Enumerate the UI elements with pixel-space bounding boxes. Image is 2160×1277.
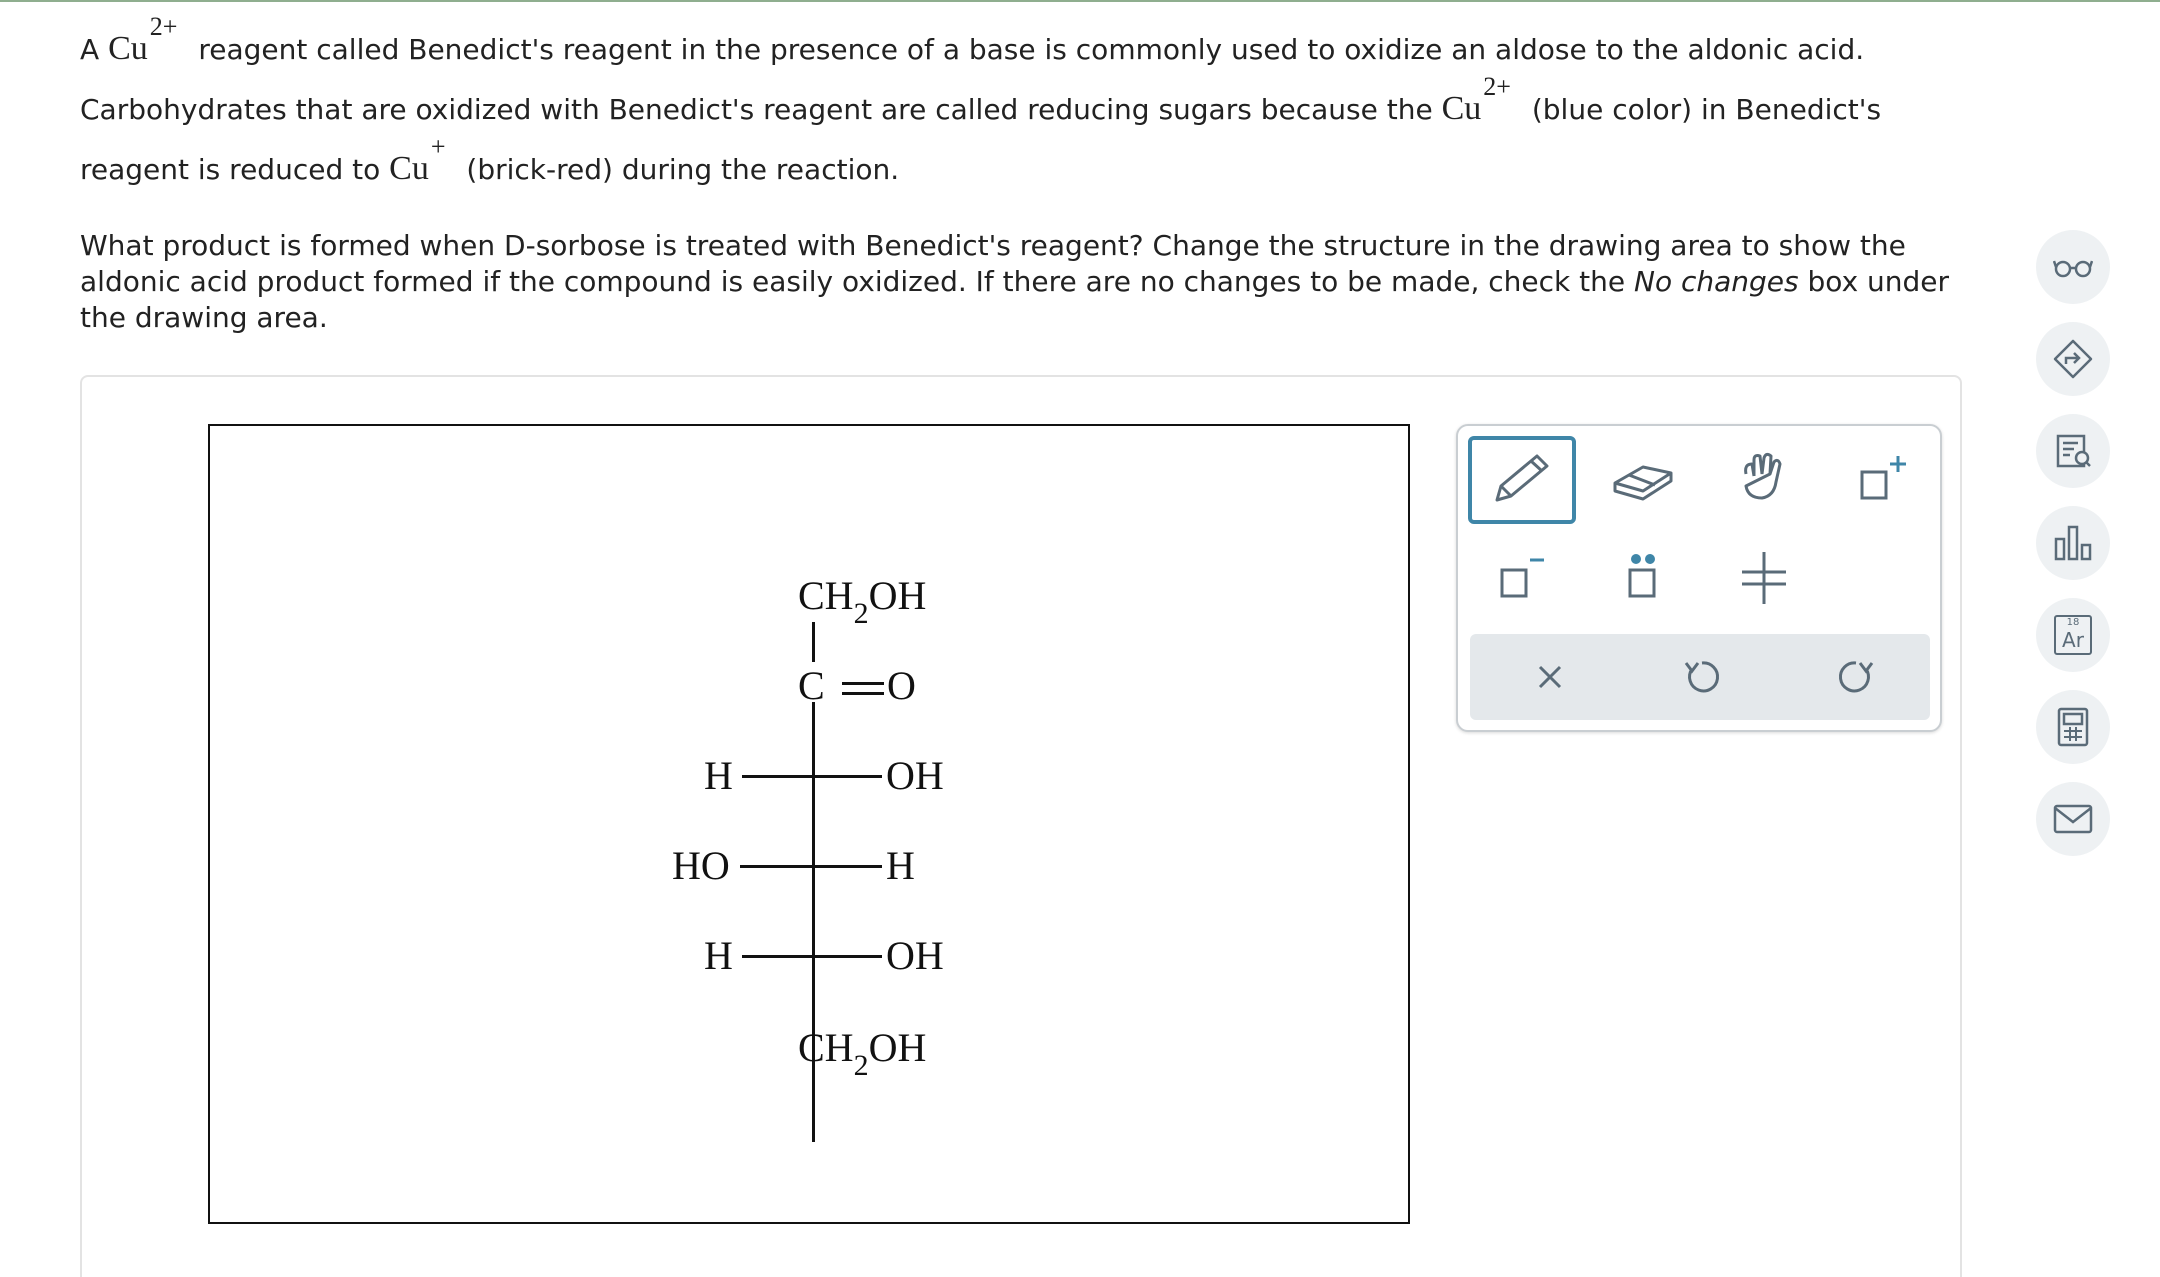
calculator-icon [2053,705,2093,749]
top-border [0,0,2160,2]
intro-line-2 [80,72,1882,128]
hand-icon [1734,452,1794,508]
bond-cross-icon [1734,548,1794,608]
data-button[interactable] [2036,506,2110,580]
redo-button[interactable] [1816,644,1896,710]
hand-tool[interactable] [1714,440,1814,520]
message-button[interactable] [2036,782,2110,856]
top-ch2oh-label[interactable] [798,573,927,630]
negative-charge-tool[interactable] [1468,538,1568,618]
bond-top-vertical[interactable] [812,622,815,662]
glasses-icon [2053,255,2093,279]
h-text: H [886,843,915,888]
eraser-tool[interactable] [1592,440,1692,520]
subscript: 2 [853,1049,869,1082]
oh-text: OH [886,753,944,798]
bond-row-3[interactable] [742,955,882,958]
h-text: H [704,753,733,798]
navigate-button[interactable] [2036,322,2110,396]
no-changes-emphasis: No changes [1634,265,1799,298]
pencil-icon [1487,450,1557,510]
charge: 2+ [1483,72,1511,101]
row1-right-label[interactable] [886,753,944,798]
row2-left-label[interactable] [672,843,730,888]
bond-row-2[interactable] [740,865,882,868]
undo-button[interactable] [1662,644,1742,710]
bond-double-1[interactable] [842,682,884,685]
ho-text: HO [672,843,730,888]
intro-line-3 [80,132,900,188]
undo-icon [1680,655,1724,699]
text: reagent called Benedict's reagent in the presence of a base is commonly used to oxidize an aldose to the aldonic acid. [198,33,1865,66]
cu-symbol: Cu [108,30,148,67]
ch-text: CH [798,573,854,618]
oh-text: OH [868,573,927,618]
text: (blue color) in Benedict's [1531,93,1882,126]
question-part-2: box under the drawing area. [80,265,1950,334]
eraser-icon [1607,455,1677,505]
intro-line-1 [80,12,1865,68]
element-symbol: Ar [2062,628,2084,652]
positive-charge-icon [1854,452,1914,508]
bond-main-vertical[interactable] [812,702,815,1142]
lone-pair-icon [1612,550,1672,606]
clear-button[interactable] [1510,644,1590,710]
drawing-canvas[interactable] [208,424,1410,1224]
question-text [80,228,1980,336]
text: A [80,33,100,66]
carbonyl-oxygen-label[interactable] [887,663,916,708]
close-icon [1530,657,1570,697]
cu-symbol: Cu [1441,90,1482,127]
periodic-table-button[interactable] [2036,598,2110,672]
bar-chart-icon [2051,523,2095,563]
pencil-tool[interactable] [1468,436,1576,524]
periodic-element-icon [2054,615,2092,655]
view-button[interactable] [2036,230,2110,304]
oh-text: OH [886,933,944,978]
bottom-ch2oh-label[interactable] [798,1025,927,1082]
document-search-icon [2052,430,2094,472]
bond-tool[interactable] [1714,538,1814,618]
oh-text: OH [868,1025,927,1070]
carbonyl-carbon-label[interactable] [798,663,825,708]
redo-icon [1834,655,1878,699]
negative-charge-icon [1488,550,1548,606]
row2-right-label[interactable] [886,843,915,888]
direction-icon [2051,337,2095,381]
bond-double-2[interactable] [842,692,884,695]
ch-text: CH [798,1025,854,1070]
row1-left-label[interactable] [704,753,733,798]
text: reagent is reduced to [80,153,381,186]
calculator-button[interactable] [2036,690,2110,764]
mail-icon [2051,802,2095,836]
atomic-number: 18 [2066,617,2080,628]
row3-left-label[interactable] [704,933,733,978]
subscript: 2 [853,597,869,630]
tool-palette [1456,424,1942,732]
cu-symbol: Cu [389,150,429,187]
question-part-1: What product is formed when D-sorbose is treated with Benedict's reagent? Change the structure in the drawing area to show the aldonic acid product formed if the compound is easily oxidized. If there are no changes to be made, check the [80,229,1906,298]
add-charge-tool[interactable] [1834,440,1934,520]
notes-button[interactable] [2036,414,2110,488]
h-text: H [704,933,733,978]
c-text: C [798,663,825,708]
text: Carbohydrates that are oxidized with Benedict's reagent are called reducing sugars because the [80,93,1433,126]
action-bar [1470,634,1930,720]
bond-row-1[interactable] [742,775,882,778]
charge: 2+ [149,12,178,41]
charge: + [430,132,446,161]
text: (brick-red) during the reaction. [466,153,900,186]
row3-right-label[interactable] [886,933,944,978]
lone-pair-tool[interactable] [1592,538,1692,618]
o-text: O [887,663,916,708]
